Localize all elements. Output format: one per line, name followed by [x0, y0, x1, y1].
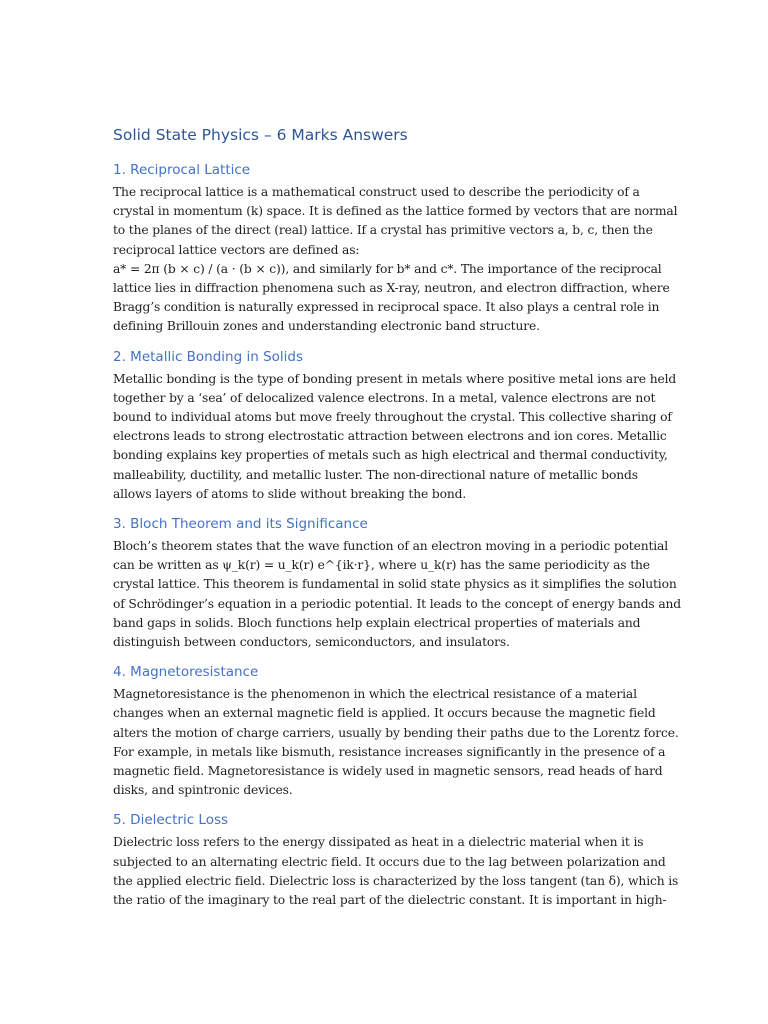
body-line: can be written as ψ_k(r) = u_k(r) e^{ik·r}, where u_k(r) has the same periodicity as the [113, 558, 650, 573]
body-line: disks, and spintronic devices. [113, 783, 293, 798]
section-body [113, 183, 678, 337]
section-dielectric-loss [113, 810, 679, 910]
body-line: Bragg’s condition is naturally expressed in reciprocal space. It also plays a central role in [113, 300, 660, 315]
body-line: bound to individual atoms but move freely throughout the crystal. This collective sharing of [113, 410, 672, 425]
body-line: bonding explains key properties of metals such as high electrical and thermal conductivity, [113, 448, 668, 463]
body-line: crystal lattice. This theorem is fundamental in solid state physics as it simplifies the solution [113, 577, 677, 592]
body-line: Metallic bonding is the type of bonding present in metals where positive metal ions are held [113, 371, 677, 386]
section-reciprocal-lattice [113, 160, 678, 337]
body-line: changes when an external magnetic field is applied. It occurs because the magnetic field [113, 706, 656, 721]
section-heading: 3. Bloch Theorem and its Significance [113, 516, 368, 533]
body-line: For example, in metals like bismuth, resistance increases significantly in the presence of a [113, 744, 666, 759]
body-line: lattice lies in diffraction phenomena such as X-ray, neutron, and electron diffraction, where [113, 281, 670, 296]
section-bloch-theorem [113, 514, 682, 652]
section-heading: 1. Reciprocal Lattice [113, 162, 251, 178]
body-line: to the planes of the direct (real) lattice. If a crystal has primitive vectors a, b, c, then the [113, 223, 653, 238]
section-body [113, 833, 679, 910]
section-body [113, 370, 677, 504]
body-line: together by a ‘sea’ of delocalized valence electrons. In a metal, valence electrons are not [113, 390, 656, 405]
section-heading: 4. Magnetoresistance [113, 664, 259, 681]
section-heading: 5. Dielectric Loss [113, 812, 229, 829]
section-metallic-bonding [113, 347, 677, 504]
body-line: Magnetoresistance is the phenomenon in which the electrical resistance of a material [113, 687, 637, 702]
body-line: crystal in momentum (k) space. It is defined as the lattice formed by vectors that are normal [113, 204, 678, 219]
body-line: the ratio of the imaginary to the real part of the dielectric constant. It is important in high- [113, 893, 667, 908]
section-body [113, 537, 682, 652]
body-line: subjected to an alternating electric field. It occurs due to the lag between polarization and [113, 854, 666, 869]
body-line: malleability, ductility, and metallic luster. The non-directional nature of metallic bonds [113, 467, 638, 482]
body-line: allows layers of atoms to slide without breaking the bond. [113, 486, 467, 501]
body-line: the applied electric field. Dielectric loss is characterized by the loss tangent (tan δ), which is [113, 873, 679, 888]
body-line: reciprocal lattice vectors are defined as: [113, 242, 360, 257]
section-heading: 2. Metallic Bonding in Solids [113, 348, 304, 365]
body-line: band gaps in solids. Bloch functions help explain electrical properties of materials and [113, 615, 641, 630]
body-line: defining Brillouin zones and understanding electronic band structure. [113, 319, 540, 334]
document-page [113, 124, 682, 920]
document-title: Solid State Physics – 6 Marks Answers [113, 126, 408, 144]
body-line: alters the motion of charge carriers, usually by bending their paths due to the Lorentz force. [113, 725, 679, 740]
body-line: The reciprocal lattice is a mathematical construct used to describe the periodicity of a [113, 185, 640, 199]
body-line: magnetic field. Magnetoresistance is widely used in magnetic sensors, read heads of hard [113, 764, 663, 779]
body-line: distinguish between conductors, semiconductors, and insulators. [113, 635, 510, 650]
body-line: Dielectric loss refers to the energy dissipated as heat in a dielectric material when it is [113, 835, 644, 850]
body-line: a* = 2π (b × c) / (a · (b × c)), and similarly for b* and c*. The importance of the reciprocal [113, 261, 662, 276]
body-line: Bloch’s theorem states that the wave function of an electron moving in a periodic potential [113, 539, 669, 554]
section-magnetoresistance [113, 662, 679, 800]
section-body [113, 685, 679, 800]
body-line: electrons leads to strong electrostatic attraction between electrons and ion cores. Metallic [113, 429, 667, 444]
body-line: of Schrödinger’s equation in a periodic potential. It leads to the concept of energy bands and [113, 596, 682, 611]
